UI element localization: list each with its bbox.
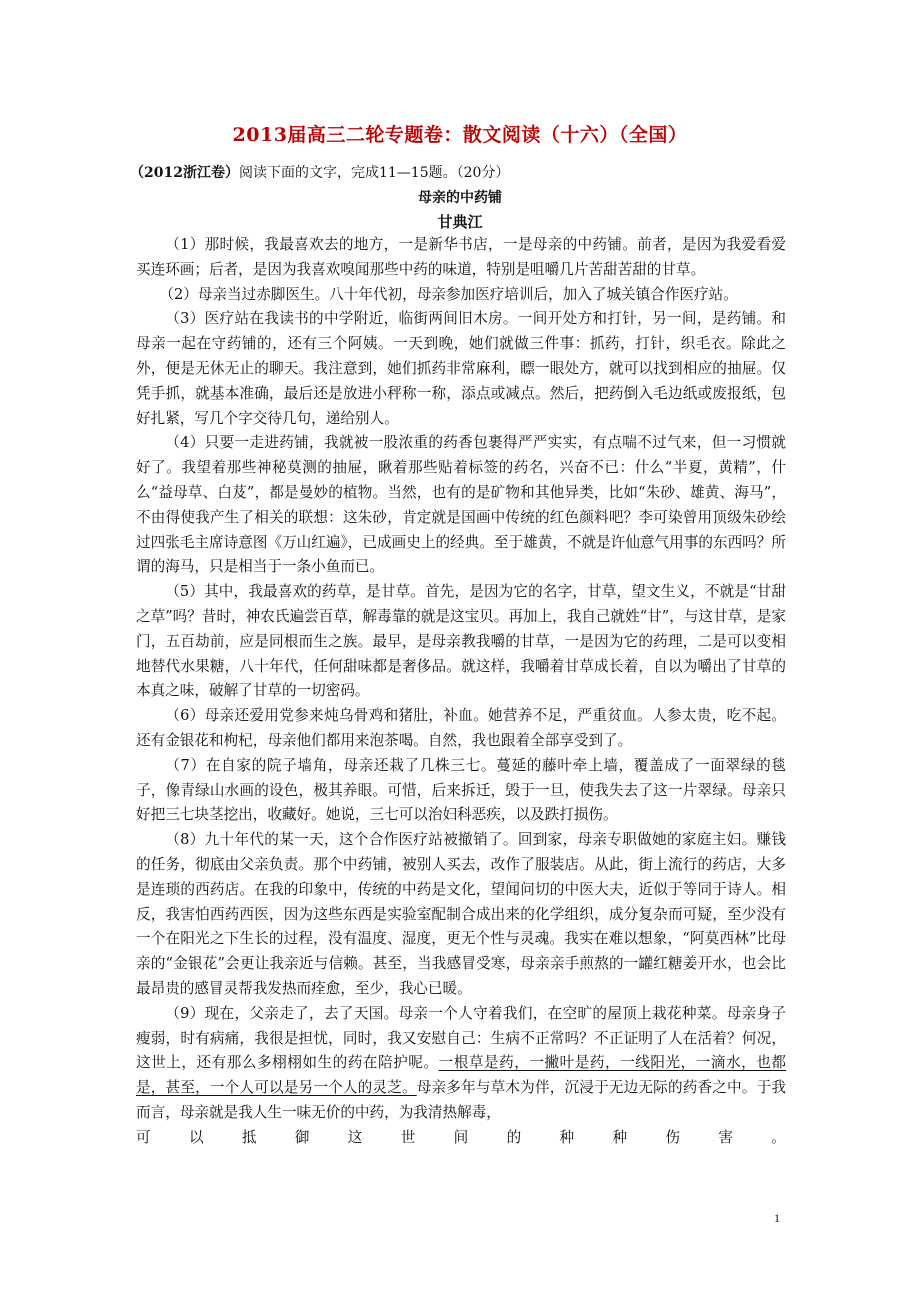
paragraph-9-text: （9）现在，父亲走了，去了天国。母亲一个人守着我们，在空旷的屋顶上栽花种菜。母亲身子瘦弱，时有病痛，我很是担忧，同时，我又安慰自己：生病不正常吗？不正证明了人在活着？何况，这世上，还有那么多栩栩如生的药在陪护呢。 xyxy=(136,1004,786,1072)
question-instruction: 阅读下面的文字，完成11—15题。（20分） xyxy=(238,165,510,181)
question-intro xyxy=(130,162,509,182)
final-char: 种 xyxy=(612,1128,628,1146)
final-char: 这 xyxy=(347,1128,363,1146)
final-char: 御 xyxy=(294,1128,310,1146)
essay-author: 甘典江 xyxy=(437,213,483,231)
paragraph-9-continued: 母亲多年与草木为伴，沉浸于无边无际的药香之中。于我而言，母亲就是我人生一味无价的中药，为我清热解毒， xyxy=(136,1079,786,1121)
page-title: 2013届高三二轮专题卷：散文阅读（十六）（全国） xyxy=(232,124,688,146)
paragraph-9 xyxy=(136,1002,786,1126)
final-char: 种 xyxy=(559,1128,575,1146)
essay-title: 母亲的中药铺 xyxy=(418,190,502,206)
paragraph-6: （6）母亲还爱用党参来炖乌骨鸡和猪肚，补血。她营养不足，严重贫血。人参太贵，吃不起。还有金银花和枸杞，母亲他们都用来泡茶喝。自然，我也跟着全部享受到了。 xyxy=(136,707,786,749)
paragraph-7: （7）在自家的院子墙角，母亲还栽了几株三七。蔓延的藤叶牵上墙，覆盖成了一面翠绿的毯子，像青绿山水画的设色，极其养眼。可惜，后来拆迁，毁于一旦，使我失去了这一片翠绿。母亲只好把三七块茎挖出，收藏好。她说，三七可以治妇科恶疾，以及跌打损伤。 xyxy=(136,756,786,824)
question-source: （2012浙江卷） xyxy=(130,165,239,181)
paragraph-2: （2）母亲当过赤脚医生。八十年代初，母亲参加医疗培训后，加入了城关镇合作医疗站。 xyxy=(159,285,738,303)
paragraph-5: （5）其中，我最喜欢的药草，是甘草。首先，是因为它的名字，甘草，望文生义，不就是“甘甜之草”吗？昔时，神农氏遍尝百草，解毒靠的就是这宝贝。再加上，我自己就姓“甘”，与这甘草，是家门，五百劫前，应是同根而生之族。最早，是母亲教我嚼的甘草，一是因为它的药理，二是可以变相地替代水果糖，八十年代，任何甜味都是奢侈品。就这样，我嚼着甘草成长着，自以为嚼出了甘草的本真之味，破解了甘草的一切密码。 xyxy=(136,583,786,700)
paragraph-9-final-line xyxy=(136,1126,786,1151)
paragraph-1: （1）那时候，我最喜欢去的地方，一是新华书店，一是母亲的中药铺。前者，是因为我爱看爱买连环画；后者，是因为我喜欢嗅闻那些中药的味道，特别是咀嚼几片苦甜苦甜的甘草。 xyxy=(136,236,786,278)
essay-body xyxy=(136,233,786,1150)
final-char: 间 xyxy=(453,1128,469,1146)
underlined-sentence: 一根草是药，一撇叶是药，一线阳光，一滴水，也都是，甚至，一个人可以是另一个人的灵芝。 xyxy=(136,1054,786,1097)
paragraph-3: （3）医疗站在我读书的中学附近，临街两间旧木房。一间开处方和打针，另一间，是药铺。和母亲一起在守药铺的，还有三个阿姨。一天到晚，她们就做三件事：抓药，打针，织毛衣。除此之外，便是无休无止的聊天。我注意到，她们抓药非常麻利，瞟一眼处方，就可以找到相应的抽屉。仅凭手抓，就基本准确，最后还是放进小秤称一称，添点或减点。然后，把药倒入毛边纸或废报纸，包好扎紧，写几个字交待几句，递给别人。 xyxy=(136,310,786,427)
page-number: 1 xyxy=(774,1211,780,1225)
final-char: 抵 xyxy=(241,1128,257,1146)
final-char: 的 xyxy=(506,1128,522,1146)
final-char: 可 xyxy=(136,1128,151,1146)
final-char: 害 xyxy=(718,1128,733,1146)
final-char: 。 xyxy=(771,1128,786,1146)
paragraph-4: （4）只要一走进药铺，我就被一股浓重的药香包裹得严严实实，有点喘不过气来，但一习惯就好了。我望着那些神秘莫测的抽屉，瞅着那些贴着标签的药名，兴奋不已：什么“半夏，黄精”，什么“益母草、白芨”，都是曼妙的植物。当然，也有的是矿物和其他异类，比如“朱砂、雄黄、海马”，不由得使我产生了相关的联想：这朱砂，肯定就是国画中传统的红色颜料吧？李可染曾用顶级朱砂绘过四张毛主席诗意图《万山红遍》，已成画史上的经典。至于雄黄，不就是许仙意气用事的东西吗？所谓的海马，只是相当于一条小鱼而已。 xyxy=(136,434,786,576)
final-char: 伤 xyxy=(665,1128,680,1146)
final-char: 以 xyxy=(188,1128,204,1146)
final-char: 世 xyxy=(400,1128,416,1146)
paragraph-8: （8）九十年代的某一天，这个合作医疗站被撤销了。回到家，母亲专职做她的家庭主妇。赚钱的任务，彻底由父亲负责。那个中药铺，被别人买去，改作了服装店。从此，街上流行的药店，大多是连琐的西药店。在我的印象中，传统的中药是文化，望闻问切的中医大夫，近似于等同于诗人。相反，我害怕西药西医，因为这些东西是实验室配制合成出来的化学组织，成分复杂而可疑，至少没有一个在阳光之下生长的过程，没有温度、湿度，更无个性与灵魂。我实在难以想象，“阿莫西林”比母亲的“金银花”会更让我亲近与信赖。甚至，当我感冒受寒，母亲亲手煎熬的一罐红糖姜开水，也会比最昂贵的感冒灵帮我发热而痊愈，至少，我心已暖。 xyxy=(136,831,786,997)
